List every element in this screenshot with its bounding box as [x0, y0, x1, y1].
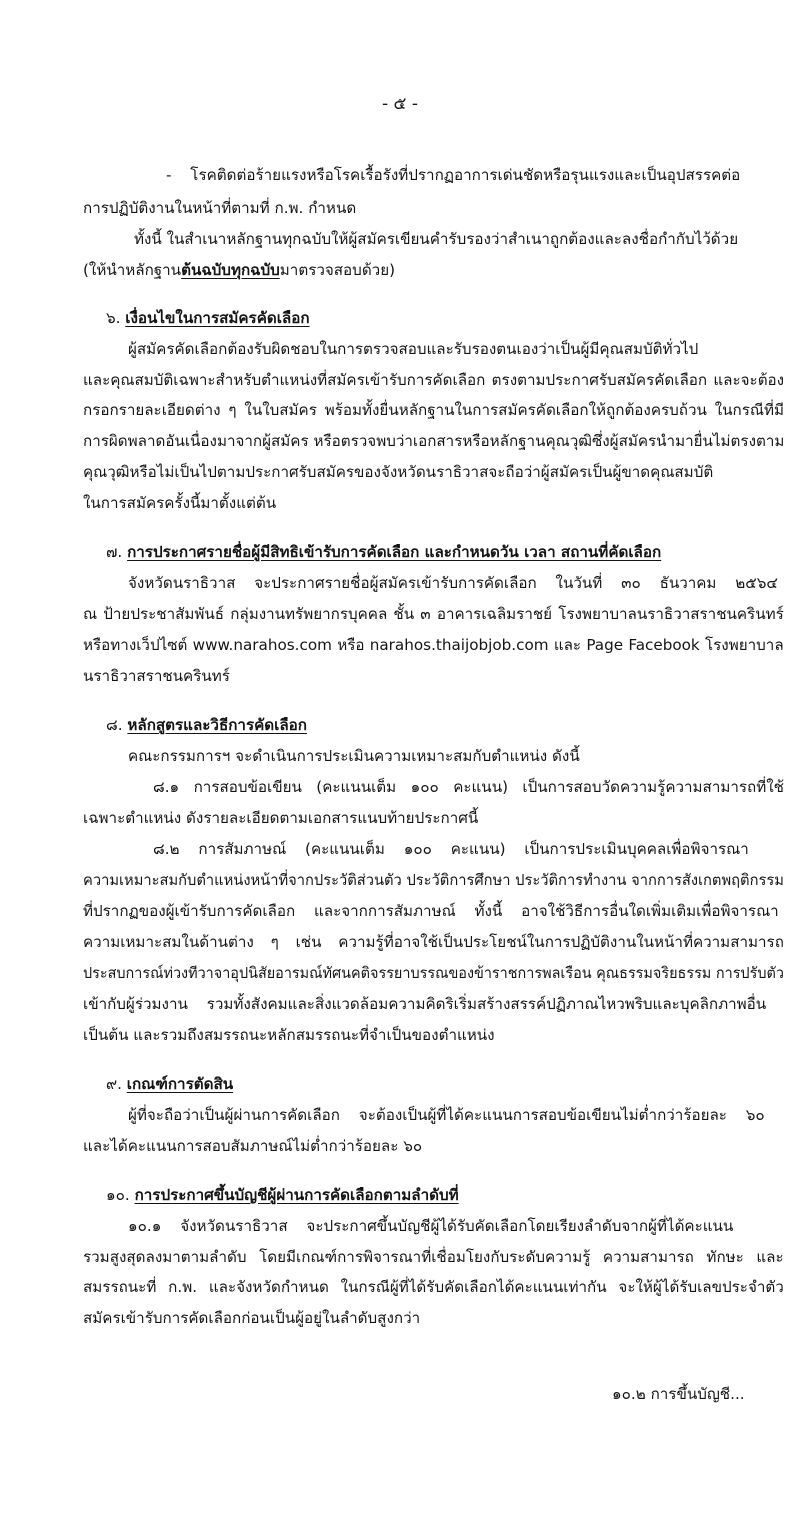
- text-line: [153, 834, 749, 864]
- text-segment: ๑๐.๒ การขึ้นบัญชี...: [612, 1385, 745, 1403]
- text-line: [106, 303, 310, 333]
- text-line: [153, 772, 784, 802]
- text-segment: การผิดพลาดอันเนื่องมาจากผู้สมัคร หรือตรวจพบว่าเอกสารหรือหลักฐานคุณวุฒิซึ่งผู้สมัครนำมายื่นไม่ตรงตาม: [83, 432, 785, 450]
- text-line: [83, 896, 779, 926]
- text-line: [83, 457, 713, 487]
- text-segment: จังหวัดนราธิวาส จะประกาศรายชื่อผู้สมัครเข้ารับการคัดเลือก ในวันที่ ๓๐ ธันวาคม ๒๕๖๔: [128, 574, 778, 592]
- text-line: [83, 630, 784, 660]
- text-line: [106, 537, 661, 567]
- text-segment: ๗.: [106, 543, 128, 561]
- text-line: [106, 1069, 233, 1099]
- text-segment: คุณวุฒิหรือไม่เป็นไปตามประกาศรับสมัครของจังหวัดนราธิวาสจะถือว่าผู้สมัครเป็นผู้ขาดคุณสมบัติ: [83, 463, 714, 481]
- text-line: [128, 1100, 765, 1130]
- text-segment: และคุณสมบัติเฉพาะสำหรับตำแหน่งที่สมัครเข้ารับการคัดเลือก ตรงตามประกาศรับสมัครคัดเลือก และจะต้อง: [83, 371, 785, 389]
- text-line: [128, 1211, 733, 1241]
- text-line: [106, 710, 307, 740]
- text-segment: ณ ป้ายประชาสัมพันธ์ กลุ่มงานทรัพยากรบุคคล ชั้น ๓ อาคารเฉลิมราชย์ โรงพยาบาลนราธิวาสราชนครินทร์: [83, 605, 784, 623]
- section-heading: ต้นฉบับทุกฉบับ: [181, 261, 280, 279]
- text-segment: รวมสูงสุดลงมาตามลำดับ โดยมีเกณฑ์การพิจารณาที่เชื่อมโยงกับระดับความรู้ ความสามารถ ทักษะ และ: [83, 1248, 784, 1266]
- text-segment: (ให้นำหลักฐาน: [83, 261, 182, 279]
- text-line: [166, 160, 740, 190]
- text-segment: - โรคติดต่อร้ายแรงหรือโรคเรื้อรังที่ปรากฏอาการเด่นชัดหรือรุนแรงและเป็นอุปสรรคต่อ: [166, 166, 741, 184]
- section-heading: การประกาศขึ้นบัญชีผู้ผ่านการคัดเลือกตามลำดับที่: [134, 1186, 459, 1204]
- text-segment: ที่ปรากฏของผู้เข้ารับการคัดเลือก และจากการสัมภาษณ์ ทั้งนี้ อาจใช้วิธีการอื่นใดเพิ่มเติมเพื่อพิจารณา: [83, 902, 779, 920]
- text-line: [83, 1272, 784, 1302]
- text-line: [83, 599, 784, 629]
- text-segment: ๘.: [106, 716, 128, 734]
- text-line: [83, 958, 784, 988]
- text-segment: ในการสมัครครั้งนี้มาตั้งแต่ต้น: [83, 494, 277, 512]
- text-segment: กรอกรายละเอียดต่าง ๆ ในใบสมัคร พร้อมทั้งยื่นหลักฐานในการสมัครคัดเลือกให้ถูกต้องครบถ้วน ในกรณีที่มี: [83, 401, 784, 419]
- text-line: [83, 395, 784, 425]
- section-heading: เกณฑ์การตัดสิน: [126, 1075, 234, 1093]
- text-segment: คณะกรรมการฯ จะดำเนินการประเมินความเหมาะสมกับตำแหน่ง ดังนี้: [128, 747, 580, 765]
- text-line: [128, 568, 778, 598]
- text-line: [83, 989, 766, 1019]
- text-segment: ๖.: [106, 309, 126, 327]
- text-segment: สมรรถนะที่ ก.พ. และจังหวัดกำหนด ในกรณีผู้ที่ได้รับคัดเลือกได้คะแนนเท่ากัน จะให้ผู้ได้รับเลขประจำตัว: [83, 1278, 784, 1296]
- text-segment: มาตรวจสอบด้วย): [279, 261, 396, 279]
- text-line: [83, 426, 784, 456]
- text-segment: ผู้สมัครคัดเลือกต้องรับผิดชอบในการตรวจสอบและรับรองตนเองว่าเป็นผู้มีคุณสมบัติทั่วไป: [128, 340, 699, 358]
- text-segment: ๘.๒ การสัมภาษณ์ (คะแนนเต็ม ๑๐๐ คะแนน) เป็นการประเมินบุคคลเพื่อพิจารณา: [153, 840, 749, 858]
- text-segment: ๘.๑ การสอบข้อเขียน (คะแนนเต็ม ๑๐๐ คะแนน) เป็นการสอบวัดความรู้ความสามารถที่ใช้: [153, 778, 784, 796]
- text-line: [128, 741, 580, 771]
- text-segment: นราธิวาสราชนครินทร์: [83, 667, 230, 685]
- text-line: [83, 193, 356, 223]
- text-segment: หรือทางเว็ปไซต์ www.narahos.com หรือ narahos.thaijobjob.com และ Page Facebook โรงพยาบาล: [83, 636, 784, 654]
- text-segment: ๑๐.: [106, 1186, 135, 1204]
- text-segment: ๑๐.๑ จังหวัดนราธิวาส จะประกาศขึ้นบัญชีผู้ได้รับคัดเลือกโดยเรียงลำดับจากผู้ที่ได้คะแนน: [128, 1217, 734, 1235]
- text-line: [83, 365, 784, 395]
- text-segment: ความเหมาะสมในด้านต่าง ๆ เช่น ความรู้ที่อาจใช้เป็นประโยชน์ในการปฏิบัติงานในหน้าที่ความสามารถ: [83, 933, 784, 951]
- text-line: [83, 1303, 420, 1333]
- text-segment: ๙.: [106, 1075, 127, 1093]
- text-segment: ทั้งนี้ ในสำเนาหลักฐานทุกฉบับให้ผู้สมัครเขียนคำรับรองว่าสำเนาถูกต้องและลงชื่อกำกับไว้ด้วย: [134, 230, 739, 248]
- text-segment: สมัครเข้ารับการคัดเลือกก่อนเป็นผู้อยู่ในลำดับสูงกว่า: [83, 1309, 421, 1327]
- text-line: [83, 1020, 495, 1050]
- text-segment: และได้คะแนนการสอบสัมภาษณ์ไม่ต่ำกว่าร้อยละ ๖๐: [83, 1137, 423, 1155]
- text-line: [83, 865, 784, 895]
- text-line: [612, 1379, 745, 1409]
- section-heading: เงื่อนไขในการสมัครคัดเลือก: [125, 309, 310, 327]
- text-line: [83, 661, 230, 691]
- text-line: [83, 927, 784, 957]
- page-number: - ๕ -: [382, 94, 418, 114]
- text-line: [83, 1131, 422, 1161]
- text-segment: เฉพาะตำแหน่ง ดังรายละเอียดตามเอกสารแนบท้ายประกาศนี้: [83, 809, 479, 827]
- text-segment: เป็นต้น และรวมถึงสมรรถนะหลักสมรรถนะที่จำเป็นของตำแหน่ง: [83, 1026, 495, 1044]
- text-segment: ประสบการณ์ท่วงทีวาจาอุปนิสัยอารมณ์ทัศนคติจรรยาบรรณของข้าราชการพลเรือน คุณธรรมจริยธรรม การปรับตัว: [83, 964, 784, 982]
- text-segment: การปฏิบัติงานในหน้าที่ตามที่ ก.พ. กำหนด: [83, 199, 357, 217]
- text-line: [83, 255, 395, 285]
- text-segment: เข้ากับผู้ร่วมงาน รวมทั้งสังคมและสิ่งแวดล้อมความคิดริเริ่มสร้างสรรค์ปฏิภาณไหวพริบและบุคลิกภาพอื่น: [83, 995, 767, 1013]
- text-segment: ความเหมาะสมกับตำแหน่งหน้าที่จากประวัติส่วนตัว ประวัติการศึกษา ประวัติการทำงาน จากการสังเกตพฤติกรรม: [83, 871, 784, 889]
- text-segment: ผู้ที่จะถือว่าเป็นผู้ผ่านการคัดเลือก จะต้องเป็นผู้ที่ได้คะแนนการสอบข้อเขียนไม่ต่ำกว่าร้อยละ ๖๐: [128, 1106, 765, 1124]
- text-line: [83, 1242, 784, 1272]
- text-line: [106, 1180, 459, 1210]
- text-line: [134, 224, 738, 254]
- text-line: [128, 334, 698, 364]
- section-heading: การประกาศรายชื่อผู้มีสิทธิเข้ารับการคัดเลือก และกำหนดวัน เวลา สถานที่คัดเลือก: [127, 543, 662, 561]
- section-heading: หลักสูตรและวิธีการคัดเลือก: [127, 716, 307, 734]
- text-line: [83, 803, 478, 833]
- text-line: [83, 488, 276, 518]
